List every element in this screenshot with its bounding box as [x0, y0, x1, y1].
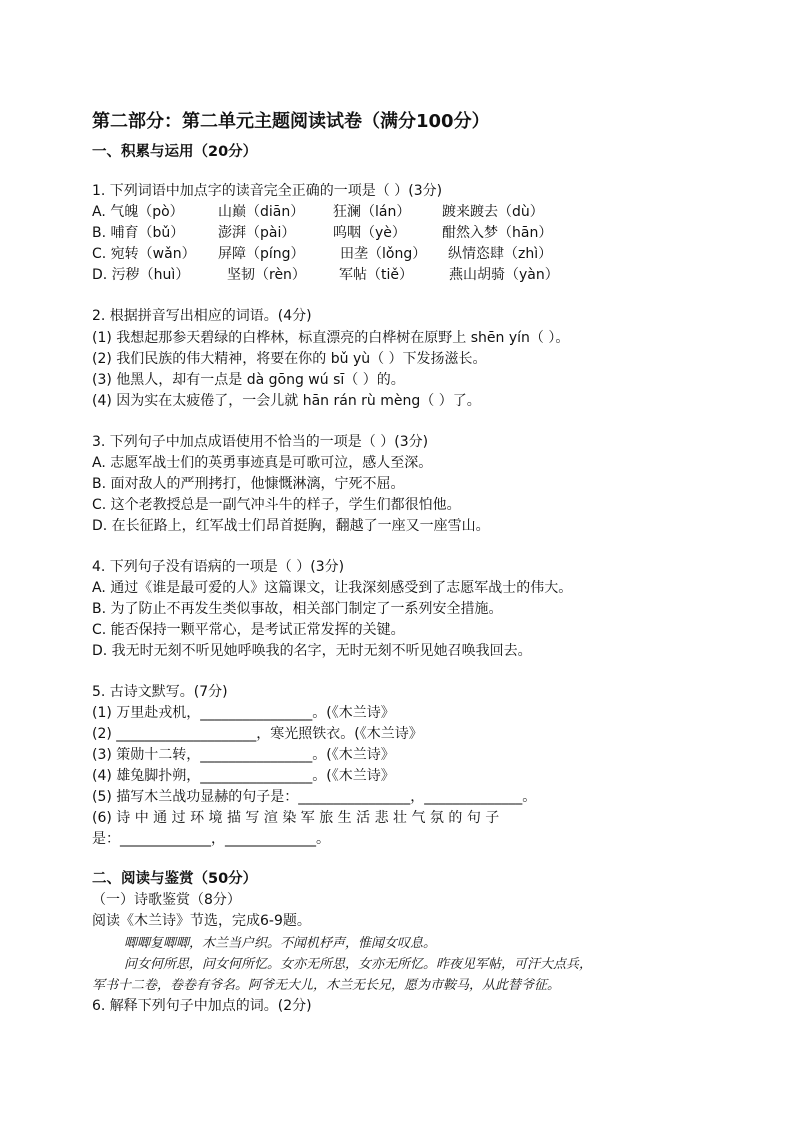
reading-intro: 阅读《木兰诗》节选，完成6-9题。 — [92, 913, 311, 929]
q1-c-4: 纵情恣肆（zhì） — [448, 246, 553, 262]
q1-option-b — [0, 222, 794, 242]
poem-line-2: 问女何所思，问女何所忆。女亦无所思，女亦无所忆。昨夜见军帖，可汗大点兵， — [124, 957, 593, 972]
q3-stem: 3. 下列句子中加点成语使用不恰当的一项是（ ）(3分) — [92, 434, 429, 450]
q3-option-c: C. 这个老教授总是一副气冲斗牛的样子，学生们都很怕他。 — [92, 497, 461, 513]
q4-option-a: A. 通过《谁是最可爱的人》这篇课文，让我深刻感受到了志愿军战士的伟大。 — [92, 580, 573, 596]
poem-line-1: 唧唧复唧唧，木兰当户织。不闻机杼声，惟闻女叹息。 — [124, 936, 437, 951]
q1-d-2: 坚韧（rèn） — [227, 267, 306, 283]
q1-option-c — [0, 243, 794, 263]
poem-line-3: 军书十二卷，卷卷有爷名。阿爷无大儿，木兰无长兄，愿为市鞍马，从此替爷征。 — [92, 978, 561, 993]
q5-line-6a: (6) 诗 中 通 过 环 境 描 写 渲 染 军 旅 生 活 悲 壮 气 氛 的 句 子 — [92, 810, 500, 826]
q1-b-1: B. 哺育（bǔ） — [92, 225, 185, 241]
q1-option-a — [0, 201, 794, 221]
q1-c-1: C. 宛转（wǎn） — [92, 246, 196, 262]
q1-a-4: 踱来踱去（dù） — [442, 204, 544, 220]
q1-option-d — [0, 264, 794, 284]
section-heading-1: 一、积累与运用（20分） — [92, 144, 258, 160]
q1-stem: 1. 下列词语中加点字的读音完全正确的一项是（ ）(3分) — [92, 183, 443, 199]
page-title: 第二部分：第二单元主题阅读试卷（满分100分） — [92, 111, 490, 132]
q3-option-d: D. 在长征路上，红军战士们昂首挺胸，翻越了一座又一座雪山。 — [92, 518, 490, 534]
q1-a-2: 山巅（diān） — [218, 204, 305, 220]
q5-line-5: (5) 描写木兰战功显赫的句子是：________________，______________。 — [92, 789, 537, 805]
q4-option-b: B. 为了防止不再发生类似事故，相关部门制定了一系列安全措施。 — [92, 601, 503, 617]
q6-stem: 6. 解释下列句子中加点的词。(2分) — [92, 998, 312, 1014]
q1-a-1: A. 气魄（pò） — [92, 204, 184, 220]
q5-line-1: (1) 万里赴戎机，________________。(《木兰诗》 — [92, 705, 395, 721]
q1-b-2: 澎湃（pài） — [218, 225, 296, 241]
q4-option-c: C. 能否保持一颗平常心，是考试正常发挥的关键。 — [92, 622, 405, 638]
q1-b-3: 呜咽（yè） — [333, 225, 406, 241]
q1-d-3: 军帖（tiě） — [339, 267, 413, 283]
q5-line-2: (2) ____________________，寒光照铁衣。(《木兰诗》 — [92, 726, 423, 742]
q5-line-3: (3) 策勋十二转，________________。(《木兰诗》 — [92, 747, 395, 763]
q1-c-3: 田垄（lǒng） — [340, 246, 427, 262]
q2-stem: 2. 根据拼音写出相应的词语。(4分) — [92, 308, 312, 324]
q1-c-2: 屏障（píng） — [218, 246, 305, 262]
q2-line-2: (2) 我们民族的伟大精神，将要在你的 bǔ yù（ ）下发扬滋长。 — [92, 351, 487, 367]
q1-a-3: 狂澜（lán） — [333, 204, 411, 220]
q4-option-d: D. 我无时无刻不听见她呼唤我的名字，无时无刻不听见她召唤我回去。 — [92, 643, 532, 659]
q2-line-3: (3) 他黑人，却有一点是 dà gōng wú sī（ ）的。 — [92, 372, 405, 388]
q2-line-1: (1) 我想起那参天碧绿的白桦林，标直漂亮的白桦树在原野上 shēn yín（ ）。 — [92, 330, 570, 346]
q3-option-b: B. 面对敌人的严刑拷打，他慷慨淋漓，宁死不屈。 — [92, 476, 405, 492]
q5-line-6b: 是：_____________，_____________。 — [92, 831, 330, 847]
section-heading-2: 二、阅读与鉴赏（50分） — [92, 871, 258, 887]
q3-option-a: A. 志愿军战士们的英勇事迹真是可歌可泣，感人至深。 — [92, 455, 433, 471]
q1-b-4: 酣然入梦（hān） — [442, 225, 553, 241]
q5-line-4: (4) 雄兔脚扑朔，________________。(《木兰诗》 — [92, 768, 395, 784]
sub-heading-poetry: （一）诗歌鉴赏（8分） — [92, 892, 241, 908]
q1-d-4: 燕山胡骑（yàn） — [449, 267, 559, 283]
q2-line-4: (4) 因为实在太疲倦了，一会儿就 hān rán rù mèng（ ）了。 — [92, 393, 481, 409]
q1-d-1: D. 污秽（huì） — [92, 267, 190, 283]
q5-stem: 5. 古诗文默写。(7分) — [92, 684, 228, 700]
q4-stem: 4. 下列句子没有语病的一项是（ ）(3分) — [92, 559, 345, 575]
